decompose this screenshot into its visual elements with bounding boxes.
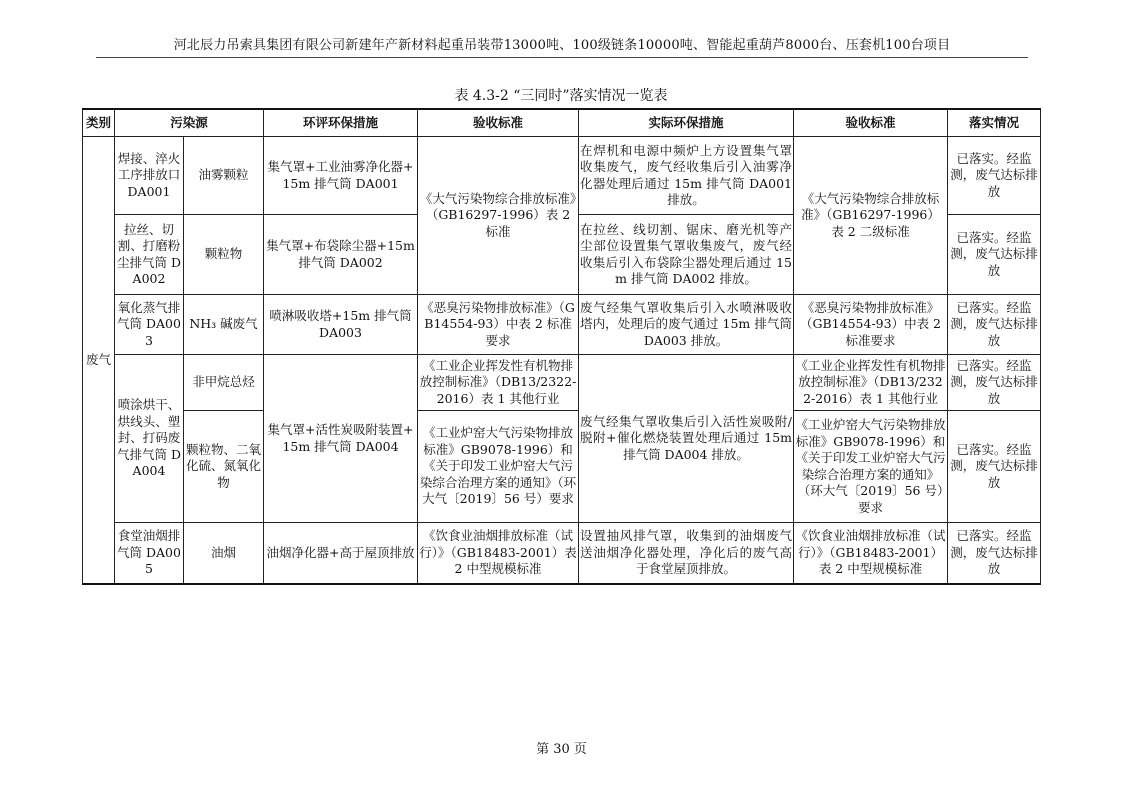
actual-measure-cell: 在拉丝、线切割、锯床、磨光机等产尘部位设置集气罩收集废气，废气经收集后引入布袋除尘器处理后通过 15m 排气筒 DA002 排放。: [579, 215, 794, 295]
pollutant-cell: 油烟: [184, 523, 264, 584]
source-cell: 拉丝、切割、打磨粉尘排气筒 DA002: [115, 215, 184, 295]
eia-measure-cell: 喷淋吸收塔+15m 排气筒 DA003: [264, 295, 418, 355]
status-cell: 已落实。经监测，废气达标排放: [948, 215, 1041, 295]
actual-measure-cell: 废气经集气罩收集后引入活性炭吸附/脱附+催化燃烧装置处理后通过 15m 排气筒 DA004 排放。: [579, 355, 794, 523]
header-standard-1: 验收标准: [418, 109, 579, 137]
actual-measure-cell: 设置抽风排气罩，收集到的油烟废气送油烟净化器处理，净化后的废气高于食堂屋顶排放。: [579, 523, 794, 584]
table-row: [83, 295, 1041, 355]
table-header-row: [83, 109, 1041, 137]
table-row: [83, 523, 1041, 584]
document-header: 河北辰力吊索具集团有限公司新建年产新材料起重吊装带13000吨、100级链条10000吨、智能起重葫芦8000台、压套机100台项目: [173, 38, 951, 53]
header-status: 落实情况: [948, 109, 1041, 137]
table-row: [83, 355, 1041, 411]
header-divider: [96, 57, 1028, 58]
pollutant-cell: 非甲烷总烃: [184, 355, 264, 411]
eia-measure-cell: 油烟净化器+高于屋顶排放: [264, 523, 418, 584]
standard2-cell: 《工业炉窑大气污染物排放标准》GB9078-1996）和《关于印发工业炉窑大气污染综合治理方案的通知》（环大气〔2019〕56 号）要求: [794, 411, 948, 523]
actual-measure-cell: 废气经集气罩收集后引入水喷淋吸收塔内，处理后的废气通过 15m 排气筒 DA003 排放。: [579, 295, 794, 355]
standard2-cell: 《大气污染物综合排放标准》（GB16297-1996）表 2 二级标准: [794, 137, 948, 295]
standard1-cell: 《工业企业挥发性有机物排放控制标准》（DB13/2322-2016）表 1 其他行业: [418, 355, 579, 411]
table-row: [83, 411, 1041, 523]
pollutant-cell: 颗粒物、二氧化硫、氮氧化物: [184, 411, 264, 523]
standard2-cell: 《饮食业油烟排放标准（试行）》（GB18483-2001）表 2 中型规模标准: [794, 523, 948, 584]
status-cell: 已落实。经监测，废气达标排放: [948, 355, 1041, 411]
status-cell: 已落实。经监测，废气达标排放: [948, 411, 1041, 523]
header-standard-2: 验收标准: [794, 109, 948, 137]
standard1-cell: 《大气污染物综合排放标准》（GB16297-1996）表 2 标准: [418, 137, 579, 295]
standard2-cell: 《工业企业挥发性有机物排放控制标准》（DB13/2322-2016）表 1 其他行业: [794, 355, 948, 411]
table-caption: 表 4.3-2 “三同时”落实情况一览表: [454, 88, 668, 104]
standard2-cell: 《恶臭污染物排放标准》（GB14554-93）中表 2 标准要求: [794, 295, 948, 355]
category-cell: 废气: [83, 137, 115, 584]
header-source: 污染源: [115, 109, 264, 137]
status-cell: 已落实。经监测，废气达标排放: [948, 137, 1041, 215]
three-simultaneous-table: [82, 108, 1041, 585]
header-category: 类别: [83, 109, 115, 137]
pollutant-cell: 颗粒物: [184, 215, 264, 295]
header-actual-measures: 实际环保措施: [579, 109, 794, 137]
source-cell: 氧化蒸气排气筒 DA003: [115, 295, 184, 355]
eia-measure-cell: 集气罩+活性炭吸附装置+15m 排气筒 DA004: [264, 355, 418, 523]
source-cell: 食堂油烟排气筒 DA005: [115, 523, 184, 584]
status-cell: 已落实。经监测，废气达标排放: [948, 523, 1041, 584]
standard1-cell: 《饮食业油烟排放标准（试行）》（GB18483-2001）表 2 中型规模标准: [418, 523, 579, 584]
source-cell: 焊接、淬火工序排放口 DA001: [115, 137, 184, 215]
pollutant-cell: NH₃ 碱废气: [184, 295, 264, 355]
source-cell: 喷涂烘干、烘线头、塑封、打码废气排气筒 DA004: [115, 355, 184, 523]
standard1-cell: 《恶臭污染物排放标准》（GB14554-93）中表 2 标准要求: [418, 295, 579, 355]
eia-measure-cell: 集气罩+布袋除尘器+15m 排气筒 DA002: [264, 215, 418, 295]
actual-measure-cell: 在焊机和电源中频炉上方设置集气罩收集废气，废气经收集后引入油雾净化器处理后通过 15m 排气筒 DA001 排放。: [579, 137, 794, 215]
status-cell: 已落实。经监测，废气达标排放: [948, 295, 1041, 355]
standard1-cell: 《工业炉窑大气污染物排放标准》GB9078-1996）和《关于印发工业炉窑大气污染综合治理方案的通知》（环大气〔2019〕56 号）要求: [418, 411, 579, 523]
header-eia-measures: 环评环保措施: [264, 109, 418, 137]
pollutant-cell: 油雾颗粒: [184, 137, 264, 215]
eia-measure-cell: 集气罩+工业油雾净化器+15m 排气筒 DA001: [264, 137, 418, 215]
table-row: [83, 137, 1041, 215]
page-number: 第 30 页: [536, 742, 587, 757]
